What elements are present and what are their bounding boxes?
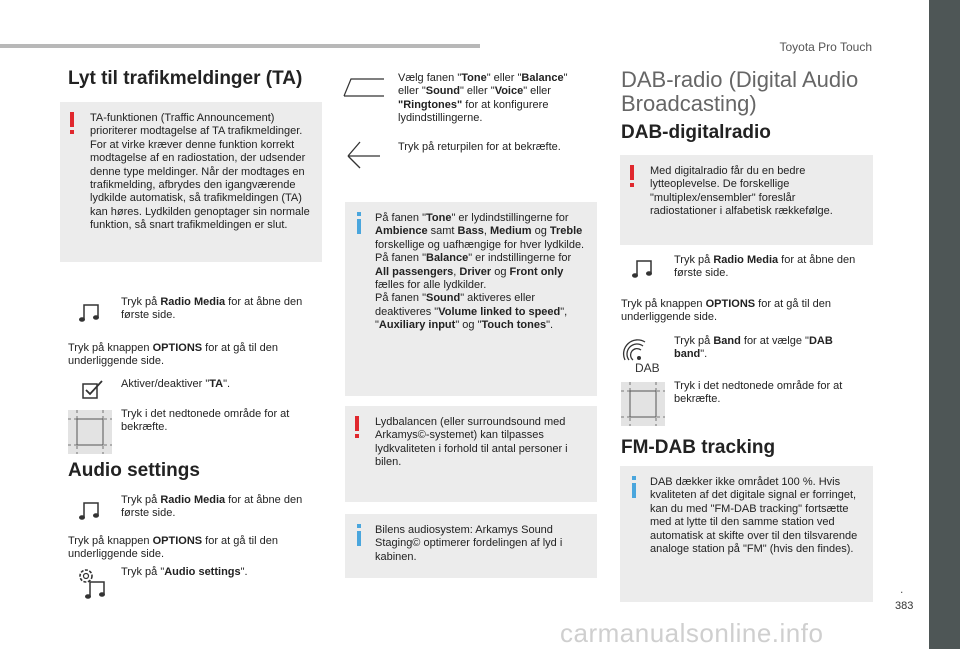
warning-text: TA-funktionen (Traffic Announcement) prioriterer modtagelse af TA trafikmeldinger. For at virke kræver denne funktion korrekt modtagelse af en radiostation, der udsender denne type meldinger. Når der modtages en trafikmelding, afbrydes den igangværende lydkilde automatisk, så trafikmeldingen (TA) kan høres. Lydkilden genoptager sin normale funktion, så snart trafikmeldingen er slut.	[90, 112, 310, 232]
step-radio-media: Tryk på Radio Media for at åbne den første side.	[121, 296, 303, 322]
greyed-area-icon	[621, 382, 665, 426]
step-audio-settings: Tryk på "Audio settings".	[121, 566, 248, 578]
music-note-icon	[78, 500, 102, 522]
dab-title: DAB-radio (Digital Audio Broadcasting)	[621, 67, 859, 116]
watermark: carmanualsonline.info	[560, 618, 824, 648]
step-options-2: Tryk på knappen OPTIONS for at gå til den underliggende side.	[68, 535, 278, 561]
step-options: Tryk på knappen OPTIONS for at gå til den underliggende side.	[68, 342, 278, 368]
step-options-3: Tryk på knappen OPTIONS for at gå til den underliggende side.	[621, 298, 831, 324]
step-select-band: Tryk på Band for at vælge "DAB band".	[674, 335, 833, 361]
warning-icon	[70, 112, 74, 134]
step-radio-media-2: Tryk på Radio Media for at åbne den første side.	[121, 494, 303, 520]
info-icon	[357, 524, 361, 546]
dab-radio-icon	[621, 334, 665, 374]
step-toggle-ta: Aktiver/deaktiver "TA".	[121, 378, 231, 390]
audio-settings-title: Audio settings	[68, 460, 200, 481]
traffic-title: Lyt til trafikmeldinger (TA)	[68, 68, 303, 89]
back-arrow-icon	[346, 140, 382, 170]
step-confirm: Tryk i det nedtonede område for at bekræfte.	[121, 408, 290, 434]
music-note-icon	[631, 258, 655, 280]
side-tab-bar	[929, 0, 960, 649]
warning-icon	[630, 165, 634, 187]
running-header: Toyota Pro Touch	[779, 40, 872, 54]
fm-dab-title: FM-DAB tracking	[621, 437, 776, 458]
info-icon	[357, 212, 361, 234]
step-confirm-3: Tryk i det nedtonede område for at bekræfte.	[674, 380, 843, 406]
dab-subtitle: DAB-digitalradio	[621, 122, 771, 143]
tab-bar-icon	[343, 76, 385, 98]
greyed-area-icon	[68, 410, 112, 454]
info-box-tabs: På fanen "Tone" er lydindstillingerne for Ambience samt Bass, Medium og Treble forskellige og uafhængige for hver lydkilde. På fanen "Balance" er indstillingerne for All passengers, Driver og Front only fælles for alle lydkilder. På fanen "Sound" aktiveres eller deaktiveres "Volume linked to speed", "Auxiliary input" og "Touch tones".	[345, 202, 597, 396]
step-select-tab: Vælg fanen "Tone" eller "Balance" eller "Sound" eller "Voice" eller "Ringtones" for at konfigurere lydindstillingerne.	[398, 72, 568, 125]
page-number: 383	[895, 600, 914, 612]
info-icon	[632, 476, 636, 498]
gear-music-icon	[76, 566, 108, 600]
checkbox-icon	[82, 380, 104, 400]
warning-icon	[355, 416, 359, 438]
music-note-icon	[78, 302, 102, 324]
warning-box-dab: Med digitalradio får du en bedre lytteoplevelse. De forskellige "multiplex/ensembler" foreslår radiostationer i alfabetisk rækkefølge.	[620, 155, 873, 245]
step-back-arrow: Tryk på returpilen for at bekræfte.	[398, 141, 561, 153]
warning-box-ta	[60, 102, 322, 262]
header-rule	[0, 44, 480, 48]
warning-box-balance: Lydbalancen (eller surroundsound med Arkamys©-systemet) kan tilpasses lydkvaliteten i forhold til antal personer i bilen.	[345, 406, 597, 502]
step-radio-media-3: Tryk på Radio Media for at åbne den første side.	[674, 254, 856, 280]
dab-icon-label: DAB	[635, 361, 660, 374]
info-box-arkamys: Bilens audiosystem: Arkamys Sound Staging© optimerer fordelingen af lyd i kabinen.	[345, 514, 597, 578]
footer-dot: .	[900, 582, 904, 596]
info-box-fm-dab: DAB dækker ikke området 100 %. Hvis kvaliteten af det digitale signal er forringet, kan du med "FM-DAB tracking" fortsætte med at lytte til den samme station ved automatisk at skifte over til den tilsvarende analoge station på "FM" (hvis den findes).	[620, 466, 873, 602]
